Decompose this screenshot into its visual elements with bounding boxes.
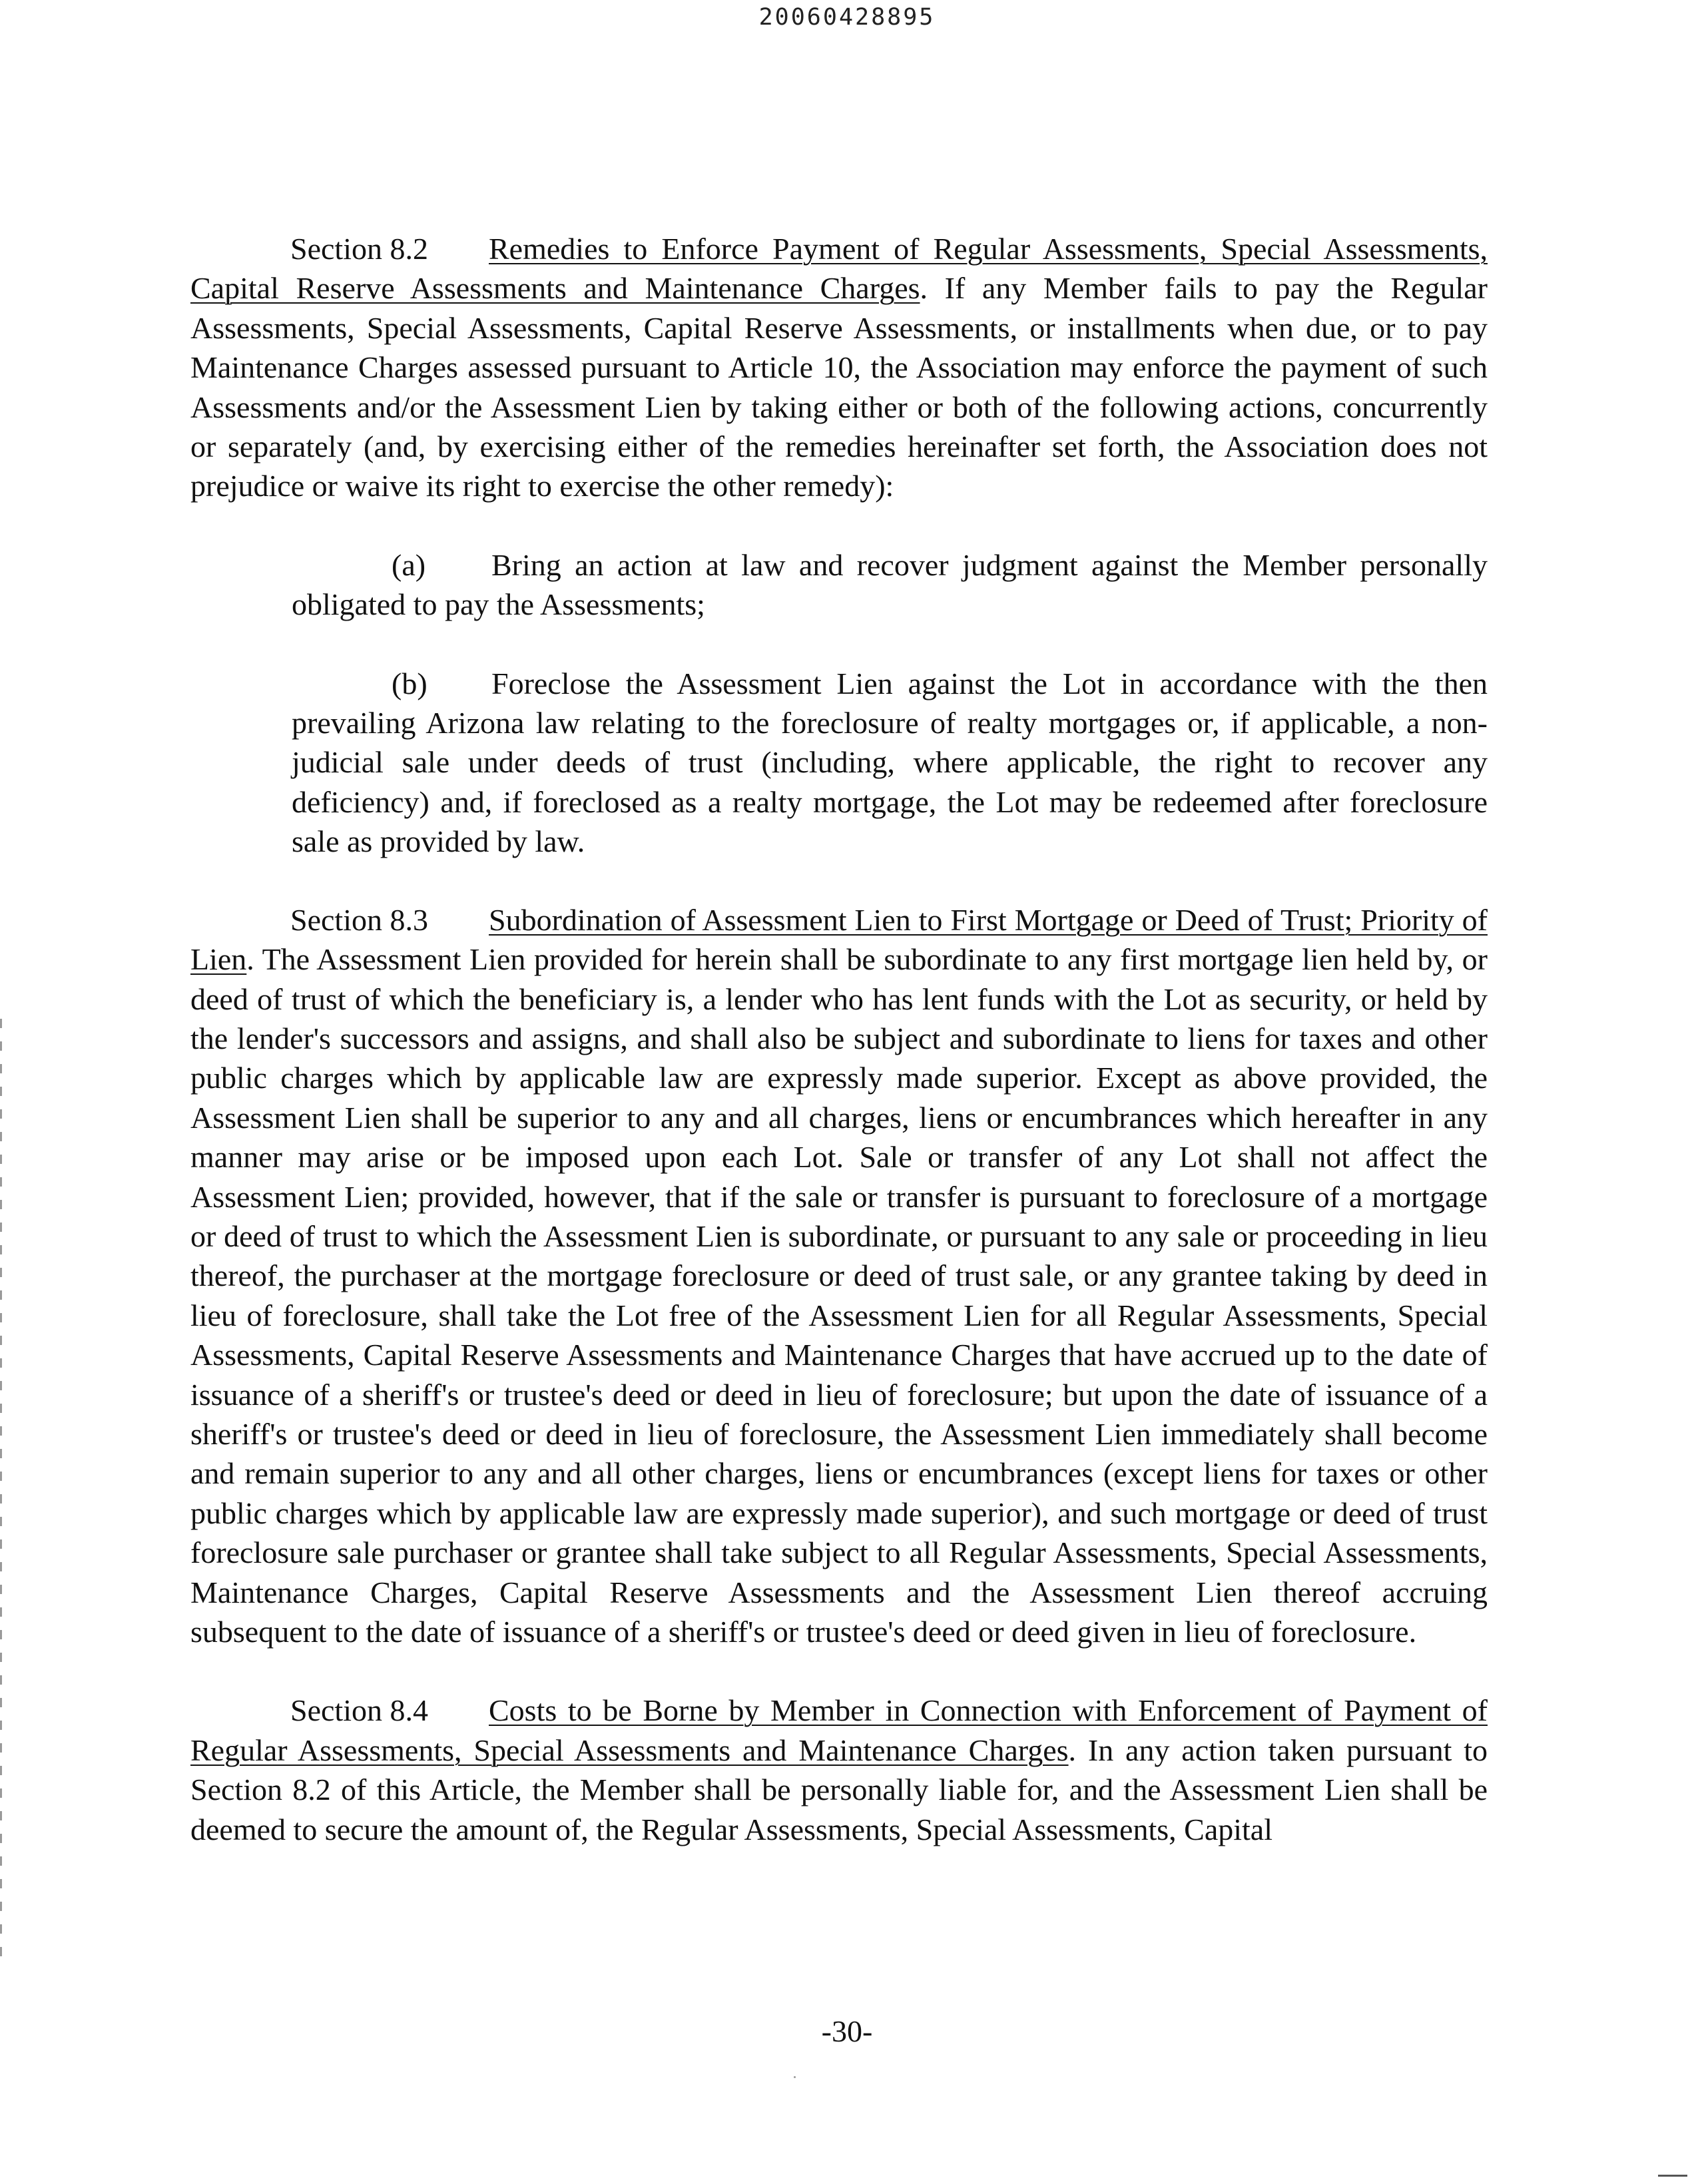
section-8-3-paragraph	[190, 900, 1488, 1652]
section-8-2-label: Section 8.2	[290, 232, 428, 266]
section-8-3-text: . The Assessment Lien provided for herein shall be subordinate to any first mortgage lien held by, or deed of trust of which the beneficiary is, a lender who has lent funds with the Lot as security, or held by the lender's successors and assigns, and shall also be subject and subordinate to liens for taxes and other public charges which by applicable law are expressly made superior. Except as above provided, the Assessment Lien shall be superior to any and all charges, liens or encumbrances which hereafter in any manner may arise or be imposed upon each Lot. Sale or transfer of any Lot shall not affect the Assessment Lien; provided, however, that if the sale or transfer is pursuant to foreclosure of a mortgage or deed of trust to which the Assessment Lien is subordinate, or pursuant to any sale or proceeding in lieu thereof, the purchaser at the mortgage foreclosure or deed of trust sale, or any grantee taking by deed in lieu of foreclosure, shall take the Lot free of the Assessment Lien for all Regular Assessments, Special Assessments, Capital Reserve Assessments and Maintenance Charges that have accrued up to the date of issuance of a sheriff's or trustee's deed or deed in lieu of foreclosure; but upon the date of issuance of a sheriff's or trustee's deed or deed in lieu of foreclosure, the Assessment Lien immediately shall become and remain superior to any and all other charges, liens or encumbrances (except liens for taxes or other public charges which by applicable law are expressly made superior), and such mortgage or deed of trust foreclosure sale purchaser or grantee shall take subject to all Regular Assessments, Special Assessments, Maintenance Charges, Capital Reserve Assessments and the Assessment Lien thereof accruing subsequent to the date of issuance of a sheriff's or trustee's deed or deed given in lieu of foreclosure.	[190, 942, 1488, 1649]
paragraph-gap	[190, 1651, 1488, 1691]
section-8-2-item-a	[292, 545, 1488, 625]
page-body	[190, 229, 1488, 1849]
section-8-4-text: . In any action taken pursuant to Section 8.2 of this Article, the Member shall be personally liable for, and the Assessment Lien shall be deemed to secure the amount of, the Regular Assessments, Special Assessments, Capital	[190, 1733, 1488, 1846]
item-a-label: (a)	[392, 547, 426, 582]
paragraph-gap	[190, 625, 1488, 664]
document-number: 20060428895	[758, 4, 936, 31]
section-8-3-caption: Subordination of Assessment Lien to First Mortgage or Deed of Trust; Priority of Lien	[190, 902, 1488, 977]
scan-margin-marks	[0, 1019, 2, 1964]
paragraph-gap	[190, 862, 1488, 900]
page-number: -30-	[821, 2014, 873, 2048]
section-8-2-paragraph	[190, 229, 1488, 506]
item-b-label: (b)	[392, 666, 427, 700]
item-a-text: Bring an action at law and recover judgment against the Member personally obligated to pay the Assessments;	[292, 547, 1488, 622]
scan-corner-mark	[1658, 2175, 1687, 2177]
section-8-4-label: Section 8.4	[290, 1693, 428, 1728]
section-8-2-caption: Remedies to Enforce Payment of Regular Assessments, Special Assessments, Capital Reserve Assessments and Maintenance Charges	[190, 232, 1488, 306]
paragraph-gap	[190, 506, 1488, 545]
item-b-text: Foreclose the Assessment Lien against the Lot in accordance with the then prevailing Arizona law relating to the foreclosure of realty mortgages or, if applicable, a non-judicial sale under deeds of trust (including, where applicable, the right to recover any deficiency) and, if foreclosed as a realty mortgage, the Lot may be redeemed after foreclosure sale as provided by law.	[292, 666, 1488, 859]
scan-speck	[794, 2076, 796, 2078]
section-8-4-paragraph	[190, 1691, 1488, 1849]
section-8-2-text: . If any Member fails to pay the Regular Assessments, Special Assessments, Capital Reserve Assessments, or installments when due, or to pay Maintenance Charges assessed pursuant to Article 10, the Association may enforce the payment of such Assessments and/or the Assessment Lien by taking either or both of the following actions, concurrently or separately (and, by exercising either of the remedies hereinafter set forth, the Association does not prejudice or waive its right to exercise the other remedy):	[190, 271, 1488, 503]
section-8-2-item-b	[292, 664, 1488, 862]
section-8-4-caption: Costs to be Borne by Member in Connection with Enforcement of Payment of Regular Assessments, Special Assessments and Maintenance Charges	[190, 1693, 1488, 1767]
section-8-3-label: Section 8.3	[290, 902, 428, 937]
